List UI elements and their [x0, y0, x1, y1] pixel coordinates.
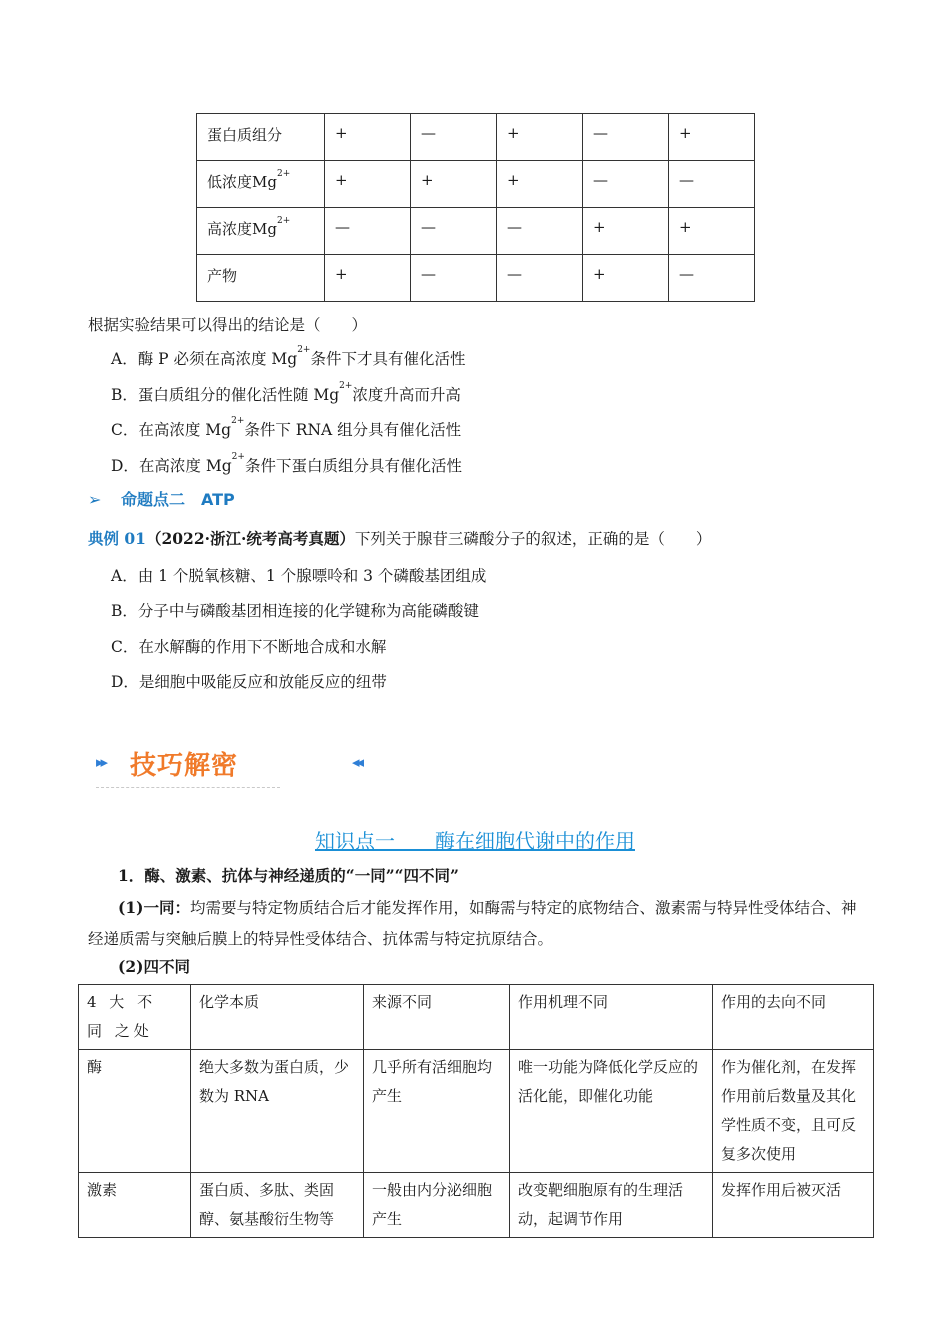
row-label: 蛋白质组分 [197, 114, 325, 161]
result-cell: + [583, 208, 669, 255]
result-cell: + [325, 161, 411, 208]
skill-banner [96, 743, 362, 788]
table-cell: 几乎所有活细胞均产生 [364, 1050, 510, 1173]
example-source: （2022·浙江·统考高考真题） [145, 529, 355, 548]
result-cell: + [497, 161, 583, 208]
table-header-cell: 4 大 不 同 之处 [79, 985, 191, 1050]
row-label: 高浓度$Mg^{2+}$ [197, 208, 325, 255]
differences-table [78, 984, 874, 1238]
result-cell: + [497, 114, 583, 161]
result-cell: + [325, 114, 411, 161]
result-cell: + [669, 208, 755, 255]
example-stem: 典例 01（2022·浙江·统考高考真题）下列关于腺苷三磷酸分子的叙述，正确的是（ ） [88, 529, 712, 548]
example-option-d: D．是细胞中吸能反应和放能反应的纽带 [111, 673, 387, 691]
table-header-cell: 来源不同 [364, 985, 510, 1050]
example-option-a: A．由 1 个脱氧核糖、1 个腺嘌呤和 3 个磷酸基团组成 [111, 567, 487, 585]
table-row [79, 1050, 874, 1173]
double-arrow-right-icon: ▸▸ [96, 753, 106, 771]
option-b: B．蛋白质组分的催化活性随 $Mg^{2+}$浓度升高而升高 [111, 381, 461, 404]
result-cell: + [411, 161, 497, 208]
experiment-row [197, 114, 755, 161]
diff-heading: (2)四不同 [118, 957, 190, 976]
example-label: 典例 01 [88, 529, 146, 548]
result-cell: + [669, 114, 755, 161]
double-arrow-left-icon: ◂◂ [352, 753, 362, 771]
row-label: 低浓度$Mg^{2+}$ [197, 161, 325, 208]
example-option-b: B．分子中与磷酸基团相连接的化学键称为高能磷酸键 [111, 602, 479, 620]
table-cell: 一般由内分泌细胞产生 [364, 1173, 510, 1238]
table-header-cell: 作用机理不同 [510, 985, 713, 1050]
point1-heading: 1．酶、激素、抗体与神经递质的“一同”“四不同” [118, 866, 459, 885]
table-cell: 唯一功能为降低化学反应的活化能，即催化功能 [510, 1050, 713, 1173]
result-cell: — [583, 114, 669, 161]
experiment-table [196, 113, 755, 302]
result-cell: — [411, 114, 497, 161]
table-header-cell: 作用的去向不同 [713, 985, 874, 1050]
result-cell: — [669, 161, 755, 208]
section-title: 命题点二 ATP [120, 490, 235, 509]
arrow-icon: ➢ [88, 490, 102, 509]
result-cell: — [325, 208, 411, 255]
experiment-row [197, 255, 755, 302]
option-d: D．在高浓度 $Mg^{2+}$条件下蛋白质组分具有催化活性 [111, 452, 462, 475]
table-header-row [79, 985, 874, 1050]
table-cell: 激素 [79, 1173, 191, 1238]
experiment-row [197, 161, 755, 208]
example-option-c: C．在水解酶的作用下不断地合成和水解 [111, 638, 387, 656]
section-heading [88, 487, 235, 510]
row-label: 产物 [197, 255, 325, 302]
table-row [79, 1173, 874, 1238]
same-label: (1)一同： [118, 898, 190, 917]
table-header-cell: 化学本质 [191, 985, 364, 1050]
knowledge-title: 知识点一 酶在细胞代谢中的作用 [315, 829, 635, 853]
result-cell: — [497, 255, 583, 302]
table-cell: 改变靶细胞原有的生理活动，起调节作用 [510, 1173, 713, 1238]
result-cell: + [325, 255, 411, 302]
experiment-row [197, 208, 755, 255]
result-cell: — [583, 161, 669, 208]
result-cell: + [583, 255, 669, 302]
option-c: C．在高浓度 $Mg^{2+}$条件下 RNA 组分具有催化活性 [111, 416, 462, 439]
table-cell: 绝大多数为蛋白质，少数为 RNA [191, 1050, 364, 1173]
question-stem: 根据实验结果可以得出的结论是（ ） [88, 316, 368, 334]
same-paragraph: (1)一同：均需要与特定物质结合后才能发挥作用，如酶需与特定的底物结合、激素需与特异性受体结合、神经递质需与突触后膜上的特异性受体结合、抗体需与特定抗原结合。 [88, 898, 857, 948]
table-cell: 作为催化剂，在发挥作用前后数量及其化学性质不变，且可反复多次使用 [713, 1050, 874, 1173]
banner-title: 技巧解密 [130, 751, 239, 781]
table-cell: 酶 [79, 1050, 191, 1173]
result-cell: — [411, 208, 497, 255]
result-cell: — [497, 208, 583, 255]
table-cell: 发挥作用后被灭活 [713, 1173, 874, 1238]
option-a: A．酶 P 必须在高浓度 $Mg^{2+}$条件下才具有催化活性 [111, 345, 466, 368]
table-cell: 蛋白质、多肽、类固醇、氨基酸衍生物等 [191, 1173, 364, 1238]
result-cell: — [669, 255, 755, 302]
result-cell: — [411, 255, 497, 302]
